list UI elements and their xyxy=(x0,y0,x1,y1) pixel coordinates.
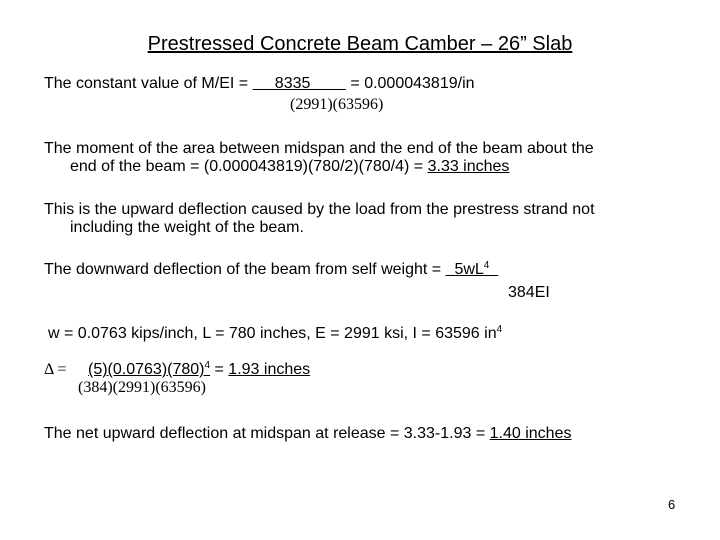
moment-line-1: The moment of the area between midspan and the end of the beam about the xyxy=(44,140,594,157)
delta-numerator: $(5)(0.0763)(780)^4$ xyxy=(88,360,211,378)
constant-line xyxy=(44,75,475,93)
downward-label: The downward deflection of the beam from self weight = xyxy=(44,261,446,278)
constant-label: The constant value of M/EI = xyxy=(44,75,253,92)
constant-denominator: (2991)(63596) xyxy=(290,96,384,113)
delta-formula: $(5)(0.0763)(780)^4 = 1.93$ inches xyxy=(88,360,311,378)
moment-text: end of the beam = (0.000043819)(780/2)(780/4) = xyxy=(70,158,428,175)
delta-line: Δ = xyxy=(44,361,67,378)
slide-title: Prestressed Concrete Beam Camber – 26” Slab xyxy=(147,33,573,55)
parameters-line: w = 0.0763 kips/inch, L = 780 inches, E = 2991 ksi, I = 63596 $in^4$ xyxy=(48,324,503,342)
downward-denominator: 384EI xyxy=(508,284,550,301)
moment-line-2 xyxy=(70,158,509,176)
upward-note-line-1: This is the upward deflection caused by the load from the prestress strand not xyxy=(44,201,595,218)
delta-denominator: (384)(2991)(63596) xyxy=(78,379,206,396)
upward-note-line-2: including the weight of the beam. xyxy=(70,219,304,236)
moment-value: 3.33 inches xyxy=(427,158,510,175)
downward-numerator: $5wL^4$ xyxy=(445,260,490,278)
net-label: The net upward deflection at midspan at release = 3.33-1.93 = xyxy=(44,425,490,442)
delta-value: 1.93 inches xyxy=(228,361,311,378)
downward-line xyxy=(44,261,498,279)
net-value: 1.40 inches xyxy=(489,425,572,442)
page-number: 6 xyxy=(668,497,676,512)
constant-numerator: 8335 xyxy=(252,75,346,92)
constant-result: = 0.000043819/in xyxy=(345,75,475,92)
delta-symbol: Δ xyxy=(44,361,54,378)
net-deflection-line xyxy=(44,425,571,443)
